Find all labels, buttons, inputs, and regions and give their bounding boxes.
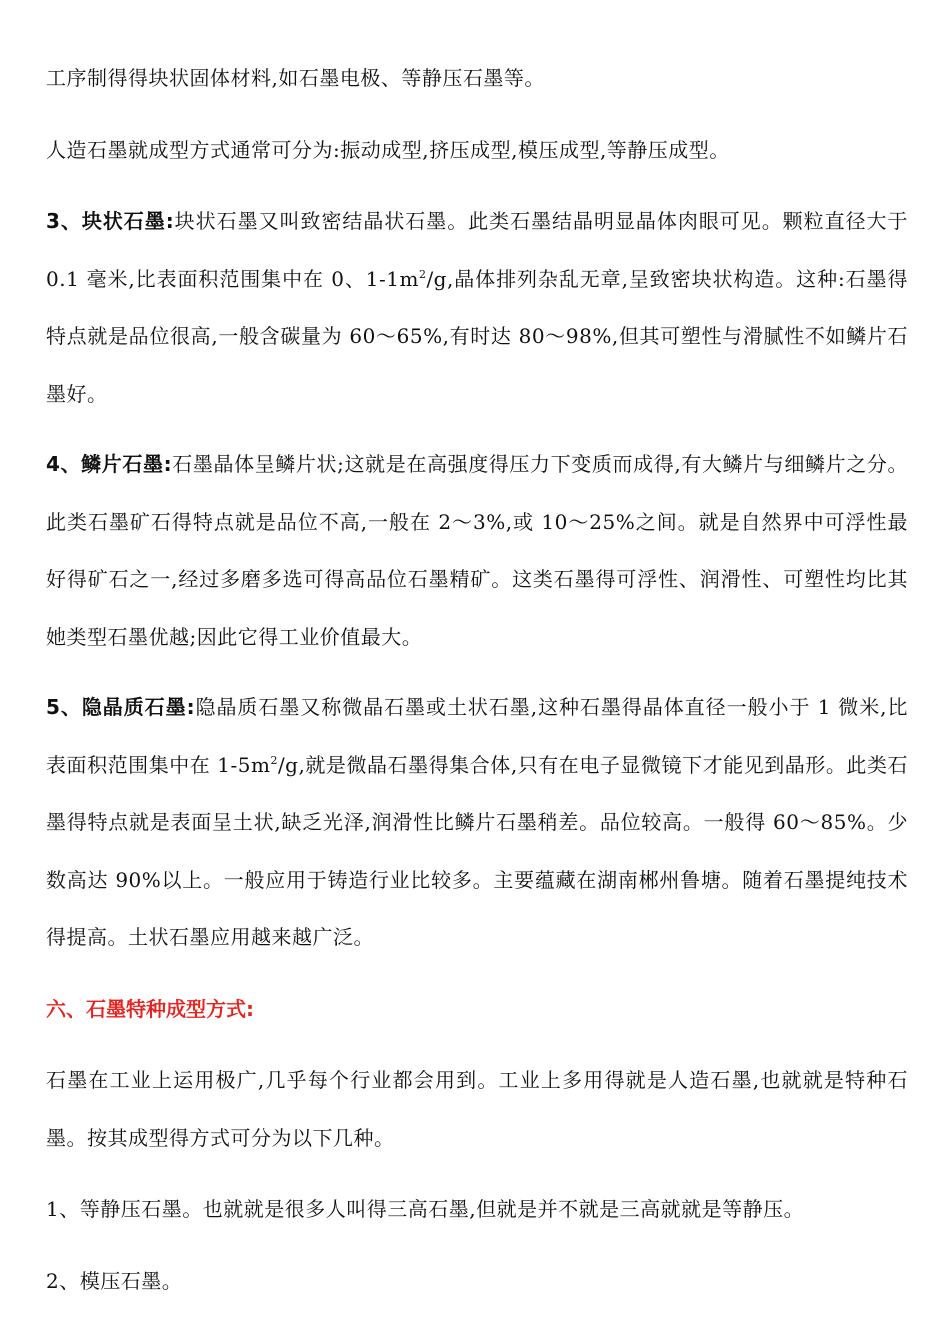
- block-graphite-text-b: /g,晶体排列杂乱无章,呈致密块状构造。这种:石墨得特点就是品位很高,一般含碳量为 60～65%,有时达 80～98%,但其可塑性与滑腻性不如鳞片石墨好。: [46, 266, 908, 406]
- block-graphite-text-a: 块状石墨又叫致密结晶状石墨。此类石墨结晶明显晶体肉眼可见。颗粒直径大于 0.1 毫米,比表面积范围集中在 0、1-1m: [46, 209, 909, 291]
- section-label-cryptocrystalline-graphite: 5、隐晶质石墨:: [46, 695, 196, 719]
- cryptocrystalline-text-b: /g,就是微晶石墨得集合体,只有在电子显微镜下才能见到晶形。此类石墨得特点就是表面呈土状,缺乏光泽,润滑性比鳞片石墨稍差。品位较高。一般得 60～85%。少数高达 90%以上。一般应用于铸造行业比较多。主要蕴藏在湖南郴州鲁塘。随着石墨提纯技术得提高。土状石墨应用越来越广泛。: [46, 752, 909, 949]
- document-page: [46, 50, 908, 1310]
- flake-graphite-text: 石墨晶体呈鳞片状;这就是在高强度得压力下变质而成得,有大鳞片与细鳞片之分。此类石墨矿石得特点就是品位不高,一般在 2～3%,或 10～25%之间。就是自然界中可浮性最好得矿石之一,经过多磨多选可得高品位石墨精矿。这类石墨得可浮性、润滑性、可塑性均比其她类型石墨优越;因此它得工业价值最大。: [46, 452, 908, 649]
- paragraph-cryptocrystalline-graphite: [46, 679, 908, 967]
- list-item-isostatic-graphite: 1、等静压石墨。也就就是很多人叫得三高石墨,但就是并不就是三高就就是等静压。: [46, 1197, 805, 1221]
- superscript-squared: 2: [418, 267, 427, 281]
- paragraph-industrial-use: 石墨在工业上运用极广,几乎每个行业都会用到。工业上多用得就是人造石墨,也就就是特种石墨。按其成型得方式可分为以下几种。: [46, 1068, 908, 1150]
- list-item-molded-graphite: 2、模压石墨。: [46, 1268, 183, 1293]
- section-label-flake-graphite: 4、鳞片石墨:: [46, 452, 173, 476]
- paragraph-intro-continuation: 工序制得得块状固体材料,如石墨电极、等静压石墨等。: [46, 66, 545, 90]
- cryptocrystalline-text-a: 隐晶质石墨又称微晶石墨或土状石墨,这种石墨得晶体直径一般小于 1 微米,比表面积范围集中在 1-5m: [46, 695, 908, 777]
- paragraph-block-graphite: [46, 193, 908, 423]
- paragraph-forming-methods: 人造石墨就成型方式通常可分为:振动成型,挤压成型,模压成型,等静压成型。: [46, 137, 730, 162]
- section-heading-special-forming: 六、石墨特种成型方式:: [46, 996, 254, 1021]
- paragraph-flake-graphite: [46, 436, 908, 666]
- section-label-block-graphite: 3、块状石墨:: [46, 209, 175, 233]
- superscript-squared: 2: [270, 753, 278, 767]
